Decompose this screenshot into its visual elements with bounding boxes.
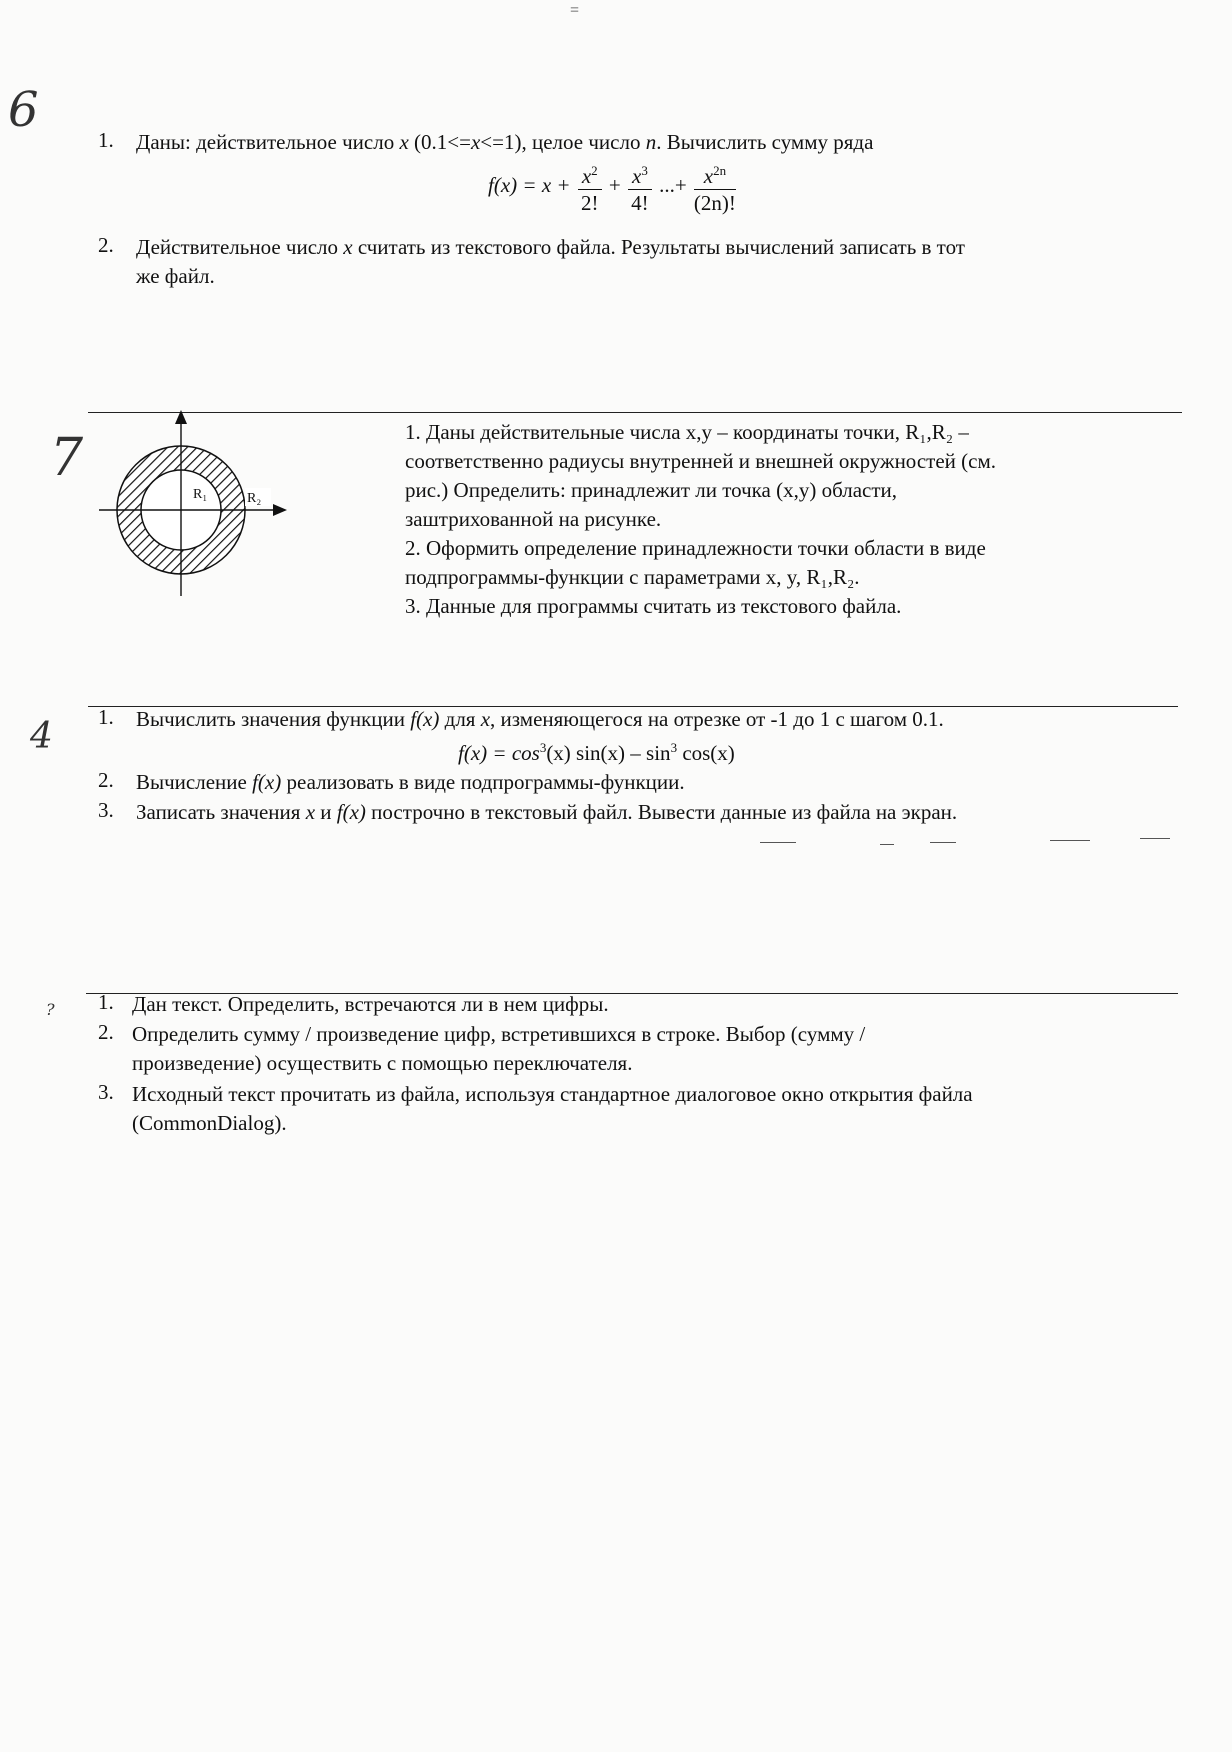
task-7-line: соответственно радиусы внутренней и внешней окружностей (см. [405, 449, 996, 473]
scan-artifact [930, 842, 956, 843]
section-number-7: 7 [50, 428, 84, 488]
r2-label: R₂ [247, 491, 262, 506]
scan-artifact [880, 844, 894, 845]
scan-artifact [1050, 840, 1090, 841]
task-text-item-1: Дан текст. Определить, встречаются ли в нем цифры. [132, 992, 609, 1016]
series-formula: f(x) = x + $\frac{x^2}{2!}$ + $\frac{x^3}{4!}$ ...+ $\frac{x^{2n}}{(2n)!}$ [488, 158, 738, 216]
x-axis-arrow [273, 504, 287, 516]
item-number: 2. [98, 768, 114, 792]
item-number: 2. [98, 233, 114, 257]
item-number: 1. [98, 990, 114, 1014]
scan-artifact [1140, 838, 1170, 839]
task-6-item-2: Действительное число x считать из текстового файла. Результаты вычислений записать в тот же файл. [136, 235, 965, 288]
term-1: $\frac{x^2}{2!}$ [578, 158, 602, 216]
item-number: 1. [98, 128, 114, 152]
section-number-4: 4 [30, 716, 53, 757]
term-3: $\frac{x^{2n}}{(2n)!}$ [694, 158, 736, 216]
task-text-item-2: Определить сумму / произведение цифр, встретившихся в строке. Выбор (сумму / произведение) осуществить с помощью переключателя. [132, 1022, 866, 1075]
task-7-line: 3. Данные для программы считать из текстового файла. [405, 594, 902, 618]
item-number: 3. [98, 798, 114, 822]
task-text-item-3: Исходный текст прочитать из файла, используя стандартное диалоговое окно открытия файла (CommonDialog). [132, 1082, 973, 1135]
item-number: 1. [98, 705, 114, 729]
annulus-figure [95, 410, 295, 600]
task-4-item-2: Вычисление f(x) реализовать в виде подпрограммы-функции. [136, 770, 685, 794]
task-4-item-1: Вычислить значения функции f(x) для x, изменяющегося на отрезке от -1 до 1 с шагом 0.1. [136, 707, 944, 731]
section-number-6: 6 [8, 82, 39, 138]
task-7-line: подпрограммы-функции с параметрами x, y, R₁,R₂. [405, 565, 860, 589]
item-number: 2. [98, 1020, 114, 1044]
task-7-line: рис.) Определить: принадлежит ли точка (x,y) области, [405, 478, 898, 502]
task-6-item-1: Даны: действительное число x (0.1<=x<=1), целое число n. Вычислить сумму ряда [136, 130, 874, 154]
term-2: $\frac{x^3}{4!}$ [628, 158, 652, 216]
section-mark: ? [46, 1000, 55, 1019]
y-axis-arrow [175, 410, 187, 424]
scan-artifact [760, 842, 796, 843]
top-mark: = [570, 2, 580, 19]
task-4-item-3: Записать значения x и f(x) построчно в текстовый файл. Вывести данные из файла на экран. [136, 800, 958, 824]
r1-label: R₁ [193, 487, 208, 502]
task-7-line: 2. Оформить определение принадлежности точки области в виде [405, 536, 986, 560]
item-number: 3. [98, 1080, 114, 1104]
task-7-line: 1. Даны действительные числа x,y – координаты точки, R₁,R₂ – [405, 420, 969, 444]
function-formula: $f(x) = \cos^3(x)$ $\sin(x) - \sin^3 \cos(x)$ [458, 740, 735, 765]
task-7-line: заштрихованной на рисунке. [405, 507, 662, 531]
task-7-text [405, 418, 996, 621]
